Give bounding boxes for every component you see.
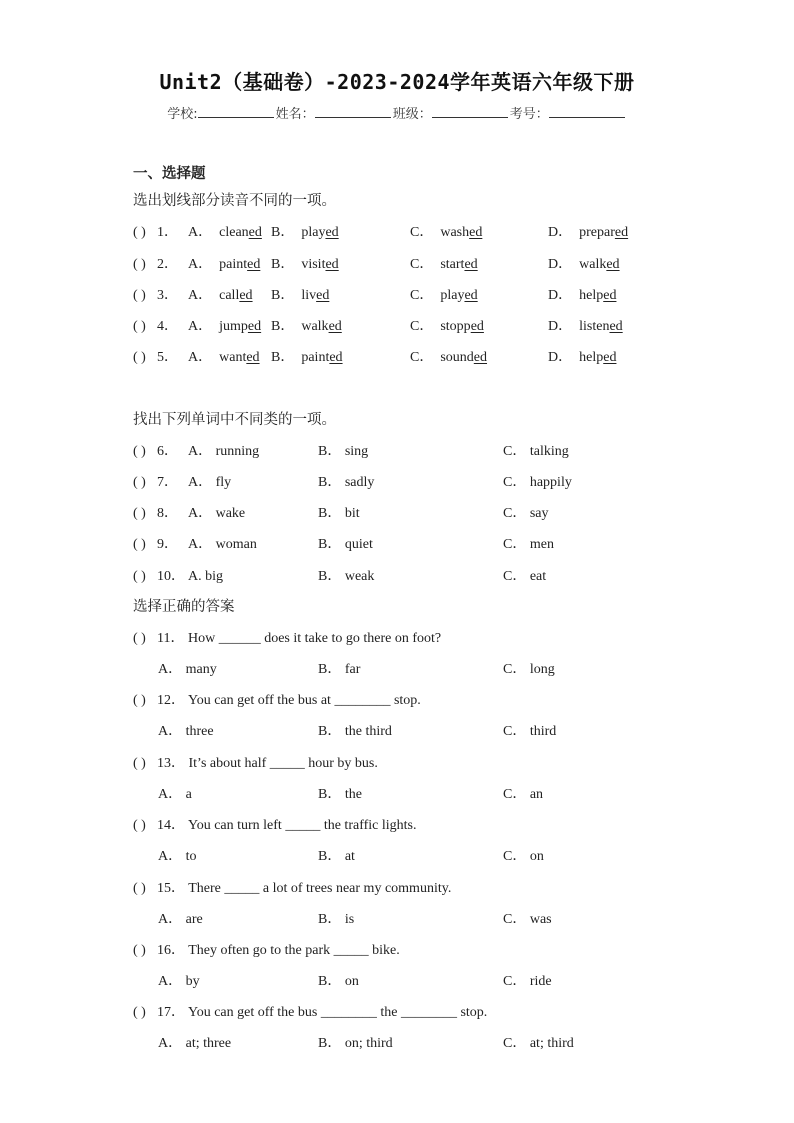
answer-bracket[interactable]: ( ) — [133, 257, 146, 272]
option-word-stem: paint — [219, 257, 248, 272]
option-a[interactable]: A． running — [188, 444, 260, 459]
question-number: 9． — [157, 537, 178, 552]
underlined-ending: ed — [614, 225, 629, 240]
part2-instruction: 找出下列单词中不同类的一项。 — [133, 412, 336, 428]
question-stem: 13． It’s about half _____ hour by bus. — [157, 756, 378, 771]
option-a[interactable]: A． fly — [188, 475, 232, 490]
answer-bracket[interactable]: ( ) — [133, 319, 146, 334]
part1-instruction: 选出划线部分读音不同的一项。 — [133, 193, 336, 209]
question-number: 4． — [157, 319, 178, 334]
option-label: A． — [188, 257, 213, 272]
answer-bracket[interactable]: ( ) — [133, 631, 146, 646]
underlined-ending: ed — [247, 319, 262, 334]
option-c[interactable]: C． long — [503, 662, 555, 677]
option-c[interactable] — [410, 256, 478, 274]
option-b[interactable] — [271, 318, 342, 336]
option-d[interactable] — [548, 349, 616, 367]
option-label: A． — [188, 350, 213, 365]
underlined-ending: ed — [464, 288, 478, 303]
option-b[interactable]: B． quiet — [318, 537, 373, 552]
option-a[interactable] — [188, 224, 262, 242]
option-c[interactable] — [410, 349, 487, 367]
option-a[interactable]: A． to — [158, 849, 197, 864]
question-number: 5． — [157, 350, 178, 365]
option-b[interactable]: B． sing — [318, 444, 369, 459]
option-b[interactable]: B． at — [318, 849, 355, 864]
answer-bracket[interactable]: ( ) — [133, 506, 146, 521]
option-word-stem: wash — [440, 225, 470, 240]
question-number: 1． — [157, 225, 178, 240]
option-word-stem: help — [579, 288, 604, 303]
underlined-ending: ed — [609, 319, 623, 334]
underlined-ending: ed — [603, 350, 617, 365]
option-d[interactable] — [548, 318, 623, 336]
option-b[interactable] — [271, 224, 339, 242]
answer-bracket[interactable]: ( ) — [133, 475, 146, 490]
school-blank[interactable] — [198, 105, 274, 118]
option-word-stem: visit — [301, 257, 326, 272]
page-title: Unit2（基础卷）-2023-2024学年英语六年级下册 — [159, 70, 635, 94]
option-label: A． — [188, 225, 213, 240]
option-label: B． — [271, 288, 295, 303]
option-a[interactable] — [188, 287, 253, 305]
underlined-ending: ed — [316, 288, 330, 303]
underlined-ending: ed — [246, 350, 260, 365]
option-word-stem: help — [579, 350, 604, 365]
option-label: D． — [548, 225, 573, 240]
option-label: D． — [548, 288, 573, 303]
part3-instruction: 选择正确的答案 — [133, 599, 235, 615]
answer-bracket[interactable]: ( ) — [133, 881, 146, 896]
option-word-stem: clean — [219, 225, 249, 240]
option-label: B． — [271, 257, 295, 272]
option-a[interactable]: A． at; three — [158, 1036, 232, 1051]
underlined-ending: ed — [239, 288, 253, 303]
underlined-ending: ed — [606, 257, 620, 272]
option-b[interactable]: B． the — [318, 787, 362, 802]
option-a[interactable]: A． three — [158, 724, 214, 739]
option-b[interactable] — [271, 256, 339, 274]
option-c[interactable]: C． an — [503, 787, 544, 802]
option-b[interactable]: B． on — [318, 974, 359, 989]
underlined-ending: ed — [470, 319, 484, 334]
underlined-ending: ed — [325, 257, 339, 272]
answer-bracket[interactable]: ( ) — [133, 288, 146, 303]
answer-bracket[interactable]: ( ) — [133, 537, 146, 552]
option-c[interactable]: C． third — [503, 724, 557, 739]
answer-bracket[interactable]: ( ) — [133, 1005, 146, 1020]
answer-bracket[interactable]: ( ) — [133, 756, 146, 771]
option-a[interactable]: A． are — [158, 912, 203, 927]
option-a[interactable]: A． by — [158, 974, 200, 989]
school-label: 学校: — [167, 107, 198, 122]
option-word-stem: play — [301, 225, 326, 240]
option-a[interactable] — [188, 349, 260, 367]
option-word-stem: stopp — [440, 319, 471, 334]
option-label: D． — [548, 350, 573, 365]
answer-bracket[interactable]: ( ) — [133, 225, 146, 240]
option-word-stem: paint — [301, 350, 330, 365]
question-stem: 14． You can turn left _____ the traffic lights. — [157, 818, 417, 833]
option-label: B． — [271, 350, 295, 365]
question-stem: 11． How ______ does it take to go there on foot? — [157, 631, 442, 646]
option-c[interactable]: C． eat — [503, 569, 547, 584]
option-word-stem: walk — [579, 257, 607, 272]
option-c[interactable]: C． at; third — [503, 1036, 574, 1051]
answer-bracket[interactable]: ( ) — [133, 693, 146, 708]
underlined-ending: ed — [464, 257, 478, 272]
option-a[interactable] — [188, 318, 261, 336]
answer-bracket[interactable]: ( ) — [133, 569, 146, 584]
class-label: 班级： — [392, 107, 432, 122]
answer-bracket[interactable]: ( ) — [133, 350, 146, 365]
underlined-ending: ed — [328, 319, 342, 334]
option-a[interactable]: A． many — [158, 662, 217, 677]
option-b[interactable]: B． far — [318, 662, 361, 677]
underlined-ending: ed — [247, 257, 261, 272]
section-heading: 一、选择题 — [133, 166, 206, 182]
option-b[interactable]: B． is — [318, 912, 355, 927]
underlined-ending: ed — [329, 350, 343, 365]
option-word-stem: play — [440, 288, 465, 303]
option-c[interactable]: C． ride — [503, 974, 552, 989]
option-b[interactable]: B． bit — [318, 506, 360, 521]
option-a[interactable]: A. big — [188, 569, 223, 584]
option-word-stem: liv — [301, 288, 317, 303]
option-label: A． — [188, 288, 213, 303]
name-blank[interactable] — [315, 105, 391, 118]
option-word-stem: jump — [219, 319, 248, 334]
option-c[interactable] — [410, 318, 484, 336]
option-c[interactable] — [410, 224, 482, 242]
question-stem: 15． There _____ a lot of trees near my community. — [157, 881, 452, 896]
option-b[interactable]: B． sadly — [318, 475, 375, 490]
option-b[interactable]: B． the third — [318, 724, 392, 739]
question-number: 10． — [157, 569, 185, 584]
class-blank[interactable] — [432, 105, 508, 118]
option-label: B． — [271, 225, 295, 240]
underlined-ending: ed — [248, 225, 262, 240]
option-b[interactable] — [271, 287, 329, 305]
option-d[interactable] — [548, 224, 628, 242]
option-label: D． — [548, 319, 573, 334]
option-d[interactable] — [548, 287, 616, 305]
option-b[interactable]: B． weak — [318, 569, 375, 584]
question-stem: 12． You can get off the bus at ________ stop. — [157, 693, 421, 708]
underlined-ending: ed — [325, 225, 339, 240]
option-label: C． — [410, 225, 434, 240]
question-stem: 16． They often go to the park _____ bike. — [157, 943, 400, 958]
option-c[interactable]: C． say — [503, 506, 549, 521]
option-word-stem: call — [219, 288, 240, 303]
question-stem: 17． You can get off the bus ________ the ________ stop. — [157, 1005, 488, 1020]
option-label: A． — [188, 319, 213, 334]
exam-no-label: 考号： — [509, 107, 549, 122]
option-b[interactable]: B． on; third — [318, 1036, 393, 1051]
answer-bracket[interactable]: ( ) — [133, 444, 146, 459]
option-c[interactable]: C． on — [503, 849, 544, 864]
option-c[interactable] — [410, 287, 478, 305]
question-number: 6． — [157, 444, 178, 459]
option-label: C． — [410, 350, 434, 365]
option-word-stem: want — [219, 350, 247, 365]
underlined-ending: ed — [469, 225, 483, 240]
question-number: 7． — [157, 475, 178, 490]
option-c[interactable]: C． was — [503, 912, 552, 927]
option-a[interactable]: A． wake — [188, 506, 246, 521]
option-word-stem: sound — [440, 350, 474, 365]
option-d[interactable] — [548, 256, 620, 274]
option-label: C． — [410, 257, 434, 272]
option-c[interactable]: C． happily — [503, 475, 572, 490]
exam-no-blank[interactable] — [549, 105, 625, 118]
question-number: 8． — [157, 506, 178, 521]
option-c[interactable]: C． talking — [503, 444, 569, 459]
option-c[interactable]: C． men — [503, 537, 554, 552]
answer-bracket[interactable]: ( ) — [133, 818, 146, 833]
option-label: D． — [548, 257, 573, 272]
student-info-line — [0, 103, 794, 122]
option-word-stem: prepar — [579, 225, 615, 240]
option-label: C． — [410, 288, 434, 303]
option-label: C． — [410, 319, 434, 334]
option-label: B． — [271, 319, 295, 334]
option-b[interactable] — [271, 349, 343, 367]
question-number: 3． — [157, 288, 178, 303]
option-word-stem: walk — [301, 319, 329, 334]
question-number: 2． — [157, 257, 178, 272]
underlined-ending: ed — [473, 350, 488, 365]
underlined-ending: ed — [603, 288, 617, 303]
option-word-stem: start — [440, 257, 465, 272]
option-a[interactable] — [188, 256, 260, 274]
option-a[interactable]: A． woman — [188, 537, 257, 552]
option-word-stem: listen — [579, 319, 610, 334]
option-a[interactable]: A． a — [158, 787, 192, 802]
answer-bracket[interactable]: ( ) — [133, 943, 146, 958]
name-label: 姓名： — [275, 107, 315, 122]
